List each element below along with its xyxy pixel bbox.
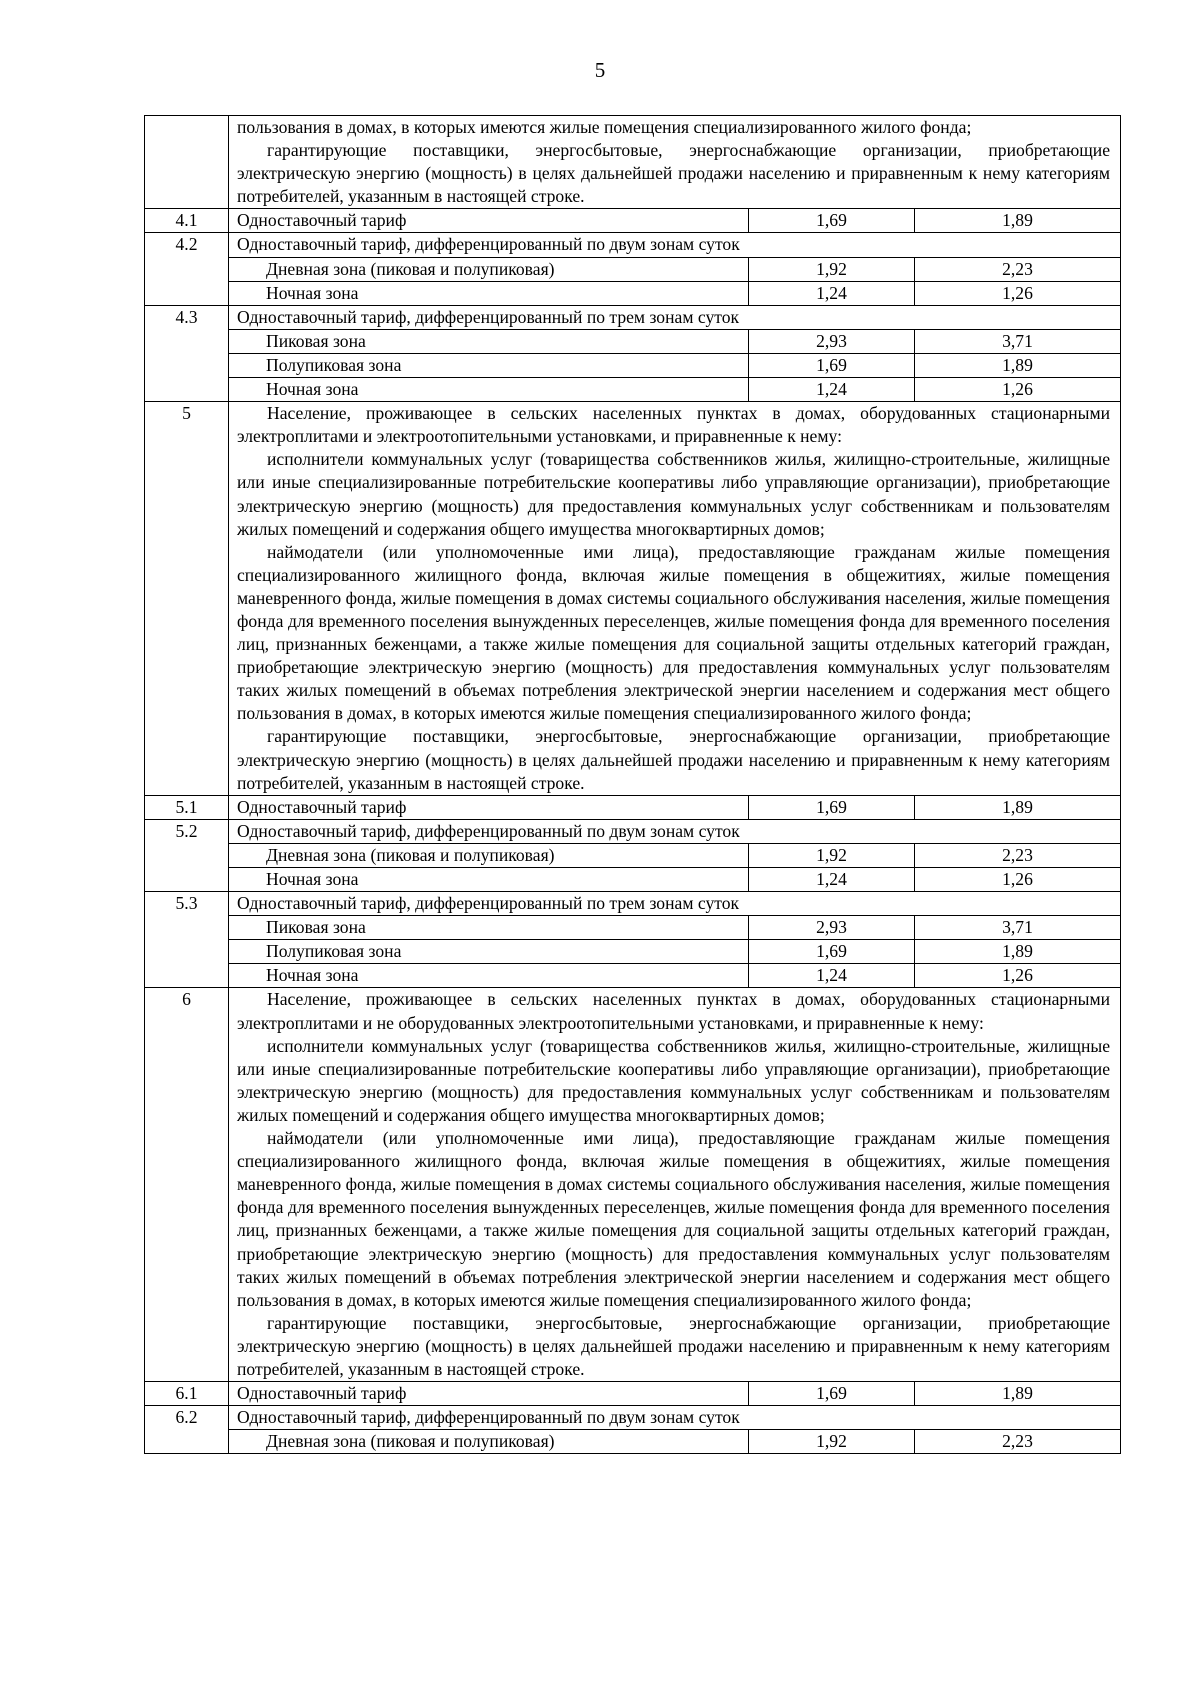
tariff-value-2: 3,71 (915, 916, 1121, 940)
row-number-cell: 5.2 (145, 819, 229, 891)
tariff-value-2: 2,23 (915, 257, 1121, 281)
row-number-cell: 4.3 (145, 305, 229, 401)
description-cell (229, 116, 1121, 209)
table-row-section (145, 402, 1121, 796)
zone-label: Ночная зона (229, 281, 749, 305)
tariff-value-2: 1,89 (915, 209, 1121, 233)
section-number-cell: 5 (145, 402, 229, 796)
tariff-value-1: 1,92 (749, 843, 915, 867)
row-number-cell: 6.1 (145, 1382, 229, 1406)
tariff-table-body (145, 116, 1121, 1454)
description-paragraph: исполнители коммунальных услуг (товарищества собственников жилья, жилищно-строительные, жилищные или иные специализированные потребительские кооперативы либо управляющие организации), приобретающие электрическую энергию (мощность) для предоставления коммунальных услуг собственникам и пользователям жилых помещений и содержания общего имущества многоквартирных домов; (237, 449, 1110, 539)
tariff-value-1: 1,69 (749, 940, 915, 964)
tariff-group-label: Одноставочный тариф, дифференцированный по трем зонам суток (229, 892, 1121, 916)
row-number-cell: 4.1 (145, 209, 229, 233)
table-row (145, 940, 1121, 964)
row-number-cell: 5.3 (145, 892, 229, 988)
table-row (145, 233, 1121, 257)
tariff-value-1: 1,69 (749, 795, 915, 819)
tariff-value-2: 3,71 (915, 329, 1121, 353)
section-description-cell (229, 402, 1121, 796)
description-paragraph: исполнители коммунальных услуг (товарищества собственников жилья, жилищно-строительные, жилищные или иные специализированные потребительские кооперативы либо управляющие организации), приобретающие электрическую энергию (мощность) для предоставления коммунальных услуг собственникам и пользователям жилых помещений и содержания общего имущества многоквартирных домов; (237, 1035, 1110, 1125)
zone-label: Ночная зона (229, 378, 749, 402)
description-paragraph: наймодатели (или уполномоченные ими лица), предоставляющие гражданам жилые помещения специализированного жилищного фонда, включая жилые помещения в общежитиях, жилые помещения маневренного фонда, жилые помещения в домах системы социального обслуживания населения, жилые помещения фонда для временного поселения вынужденных переселенцев, жилые помещения фонда для временного поселения лиц, признанных беженцами, а также жилые помещения для социальной защиты отдельных категорий граждан, приобретающие электрическую энергию (мощность) для предоставления коммунальных услуг пользователям таких жилых помещений в объемах потребления электрической энергии населением и содержания мест общего пользования в домах, в которых имеются жилые помещения специализированного жилого фонда; (237, 1128, 1110, 1310)
tariff-value-1: 1,24 (749, 868, 915, 892)
tariff-value-1: 1,24 (749, 281, 915, 305)
table-row-continuation (145, 116, 1121, 209)
tariff-group-label: Одноставочный тариф, дифференцированный по двум зонам суток (229, 1406, 1121, 1430)
zone-label: Дневная зона (пиковая и полупиковая) (229, 1430, 749, 1454)
table-row (145, 209, 1121, 233)
tariff-label: Одноставочный тариф (229, 1382, 749, 1406)
zone-label: Пиковая зона (229, 916, 749, 940)
zone-label: Полупиковая зона (229, 940, 749, 964)
tariff-value-2: 1,26 (915, 868, 1121, 892)
row-number-cell (145, 116, 229, 209)
tariff-value-2: 1,89 (915, 1382, 1121, 1406)
zone-label: Ночная зона (229, 868, 749, 892)
zone-label: Полупиковая зона (229, 353, 749, 377)
zone-label: Дневная зона (пиковая и полупиковая) (229, 257, 749, 281)
tariff-group-label: Одноставочный тариф, дифференцированный по трем зонам суток (229, 305, 1121, 329)
tariff-value-1: 1,24 (749, 378, 915, 402)
section-description-cell (229, 988, 1121, 1382)
description-paragraph: Население, проживающее в сельских населенных пунктах в домах, оборудованных стационарными электроплитами и электроотопительными установками, и приравненные к нему: (237, 403, 1110, 447)
description-paragraph: наймодатели (или уполномоченные ими лица), предоставляющие гражданам жилые помещения специализированного жилищного фонда, включая жилые помещения в общежитиях, жилые помещения маневренного фонда, жилые помещения в домах системы социального обслуживания населения, жилые помещения фонда для временного поселения вынужденных переселенцев, жилые помещения фонда для временного поселения лиц, признанных беженцами, а также жилые помещения для социальной защиты отдельных категорий граждан, приобретающие электрическую энергию (мощность) для предоставления коммунальных услуг пользователям таких жилых помещений в объемах потребления электрической энергии населением и содержания мест общего пользования в домах, в которых имеются жилые помещения специализированного жилого фонда; (237, 541, 1110, 724)
tariff-value-1: 1,69 (749, 1382, 915, 1406)
table-row (145, 843, 1121, 867)
description-paragraph: пользования в домах, в которых имеются жилые помещения специализированного жилого фонда; (237, 117, 972, 137)
tariff-value-1: 1,69 (749, 209, 915, 233)
description-paragraph: гарантирующие поставщики, энергосбытовые, энергоснабжающие организации, приобретающие электрическую энергию (мощность) в целях дальнейшей продажи населению и приравненным к нему категориям потребителей, указанным в настоящей строке. (237, 1312, 1110, 1379)
row-number-cell: 4.2 (145, 233, 229, 305)
table-row (145, 329, 1121, 353)
description-paragraph: Население, проживающее в сельских населенных пунктах в домах, оборудованных стационарными электроплитами и не оборудованных электроотопительными установками, и приравненные к нему: (237, 989, 1110, 1033)
row-number-cell: 6.2 (145, 1406, 229, 1454)
table-row (145, 964, 1121, 988)
table-row (145, 819, 1121, 843)
section-number-cell: 6 (145, 988, 229, 1382)
zone-label: Дневная зона (пиковая и полупиковая) (229, 843, 749, 867)
table-row (145, 281, 1121, 305)
tariff-value-1: 2,93 (749, 916, 915, 940)
tariff-value-2: 1,26 (915, 964, 1121, 988)
table-row (145, 892, 1121, 916)
tariff-value-1: 1,92 (749, 1430, 915, 1454)
table-row (145, 353, 1121, 377)
table-row (145, 305, 1121, 329)
tariff-group-label: Одноставочный тариф, дифференцированный по двум зонам суток (229, 819, 1121, 843)
zone-label: Ночная зона (229, 964, 749, 988)
tariff-table (144, 115, 1121, 1454)
table-row (145, 378, 1121, 402)
tariff-value-2: 2,23 (915, 1430, 1121, 1454)
tariff-value-2: 1,89 (915, 353, 1121, 377)
zone-label: Пиковая зона (229, 329, 749, 353)
tariff-value-1: 2,93 (749, 329, 915, 353)
tariff-group-label: Одноставочный тариф, дифференцированный по двум зонам суток (229, 233, 1121, 257)
tariff-value-1: 1,92 (749, 257, 915, 281)
tariff-value-2: 1,89 (915, 940, 1121, 964)
description-paragraph: гарантирующие поставщики, энергосбытовые, энергоснабжающие организации, приобретающие электрическую энергию (мощность) в целях дальнейшей продажи населению и приравненным к нему категориям потребителей, указанным в настоящей строке. (237, 726, 1110, 793)
tariff-value-2: 1,89 (915, 795, 1121, 819)
page-number: 5 (594, 58, 606, 82)
tariff-value-2: 1,26 (915, 281, 1121, 305)
tariff-value-1: 1,24 (749, 964, 915, 988)
tariff-value-2: 2,23 (915, 843, 1121, 867)
tariff-value-1: 1,69 (749, 353, 915, 377)
row-number-cell: 5.1 (145, 795, 229, 819)
description-paragraph: гарантирующие поставщики, энергосбытовые, энергоснабжающие организации, приобретающие электрическую энергию (мощность) в целях дальнейшей продажи населению и приравненным к нему категориям потребителей, указанным в настоящей строке. (237, 140, 1110, 207)
table-row (145, 868, 1121, 892)
table-row-section (145, 988, 1121, 1382)
tariff-value-2: 1,26 (915, 378, 1121, 402)
tariff-label: Одноставочный тариф (229, 795, 749, 819)
table-row (145, 1406, 1121, 1430)
table-row (145, 795, 1121, 819)
tariff-label: Одноставочный тариф (229, 209, 749, 233)
table-row (145, 257, 1121, 281)
table-row (145, 1430, 1121, 1454)
table-row (145, 1382, 1121, 1406)
table-row (145, 916, 1121, 940)
